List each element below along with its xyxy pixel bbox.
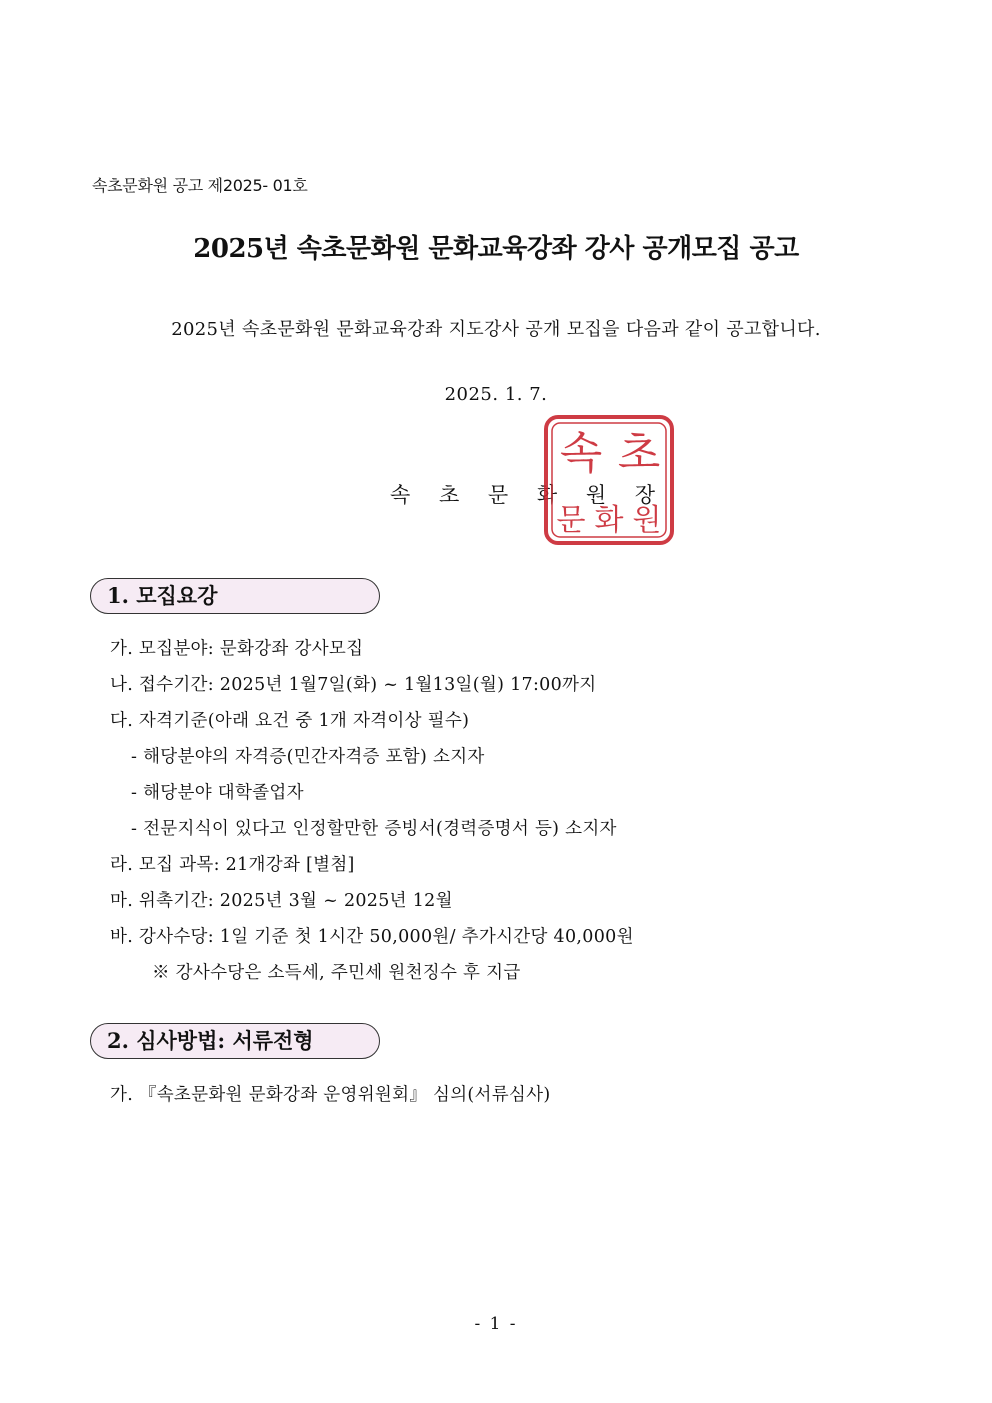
list-item: - 전문지식이 있다고 인정할만한 증빙서(경력증명서 등) 소지자 [131,819,617,839]
notice-number: 속초문화원 공고 제2025- 01호 [92,176,308,195]
page-number: - 1 - [474,1314,518,1334]
seal-char-1: 속 [559,428,603,479]
list-item: ※ 강사수당은 소득세, 주민세 원천징수 후 지급 [152,963,521,983]
seal-char-3: 문 [556,503,586,538]
seal-char-2: 초 [617,428,661,479]
list-item: 나. 접수기간: 2025년 1월7일(화) ~ 1월13일(월) 17:00까지 [110,675,597,695]
list-item: - 해당분야의 자격증(민간자격증 포함) 소지자 [131,747,485,767]
intro-text: 2025년 속초문화원 문화교육강좌 지도강사 공개 모집을 다음과 같이 공고합니다. [171,319,821,340]
list-item: 가. 『속초문화원 문화강좌 운영위원회』 심의(서류심사) [110,1085,551,1105]
list-item: 다. 자격기준(아래 요건 중 1개 자격이상 필수) [110,711,470,731]
list-item: 가. 모집분야: 문화강좌 강사모집 [110,639,364,659]
page-title: 2025년 속초문화원 문화교육강좌 강사 공개모집 공고 [193,234,799,264]
list-item: 마. 위촉기간: 2025년 3월 ~ 2025년 12월 [110,891,453,911]
organization-signature: 속 초 문 화 원 장 [390,483,667,507]
seal-char-5: 원 [632,503,662,538]
section1-heading: 1. 모집요강 [90,578,380,614]
section2-heading: 2. 심사방법: 서류전형 [90,1023,380,1059]
list-item: 바. 강사수당: 1일 기준 첫 1시간 50,000원/ 추가시간당 40,000원 [110,927,634,947]
list-item: 라. 모집 과목: 21개강좌 [별첨] [110,855,355,875]
notice-date: 2025. 1. 7. [444,384,548,405]
official-seal-stamp [543,414,675,546]
list-item: - 해당분야 대학졸업자 [131,783,304,803]
seal-char-4: 화 [594,503,624,538]
